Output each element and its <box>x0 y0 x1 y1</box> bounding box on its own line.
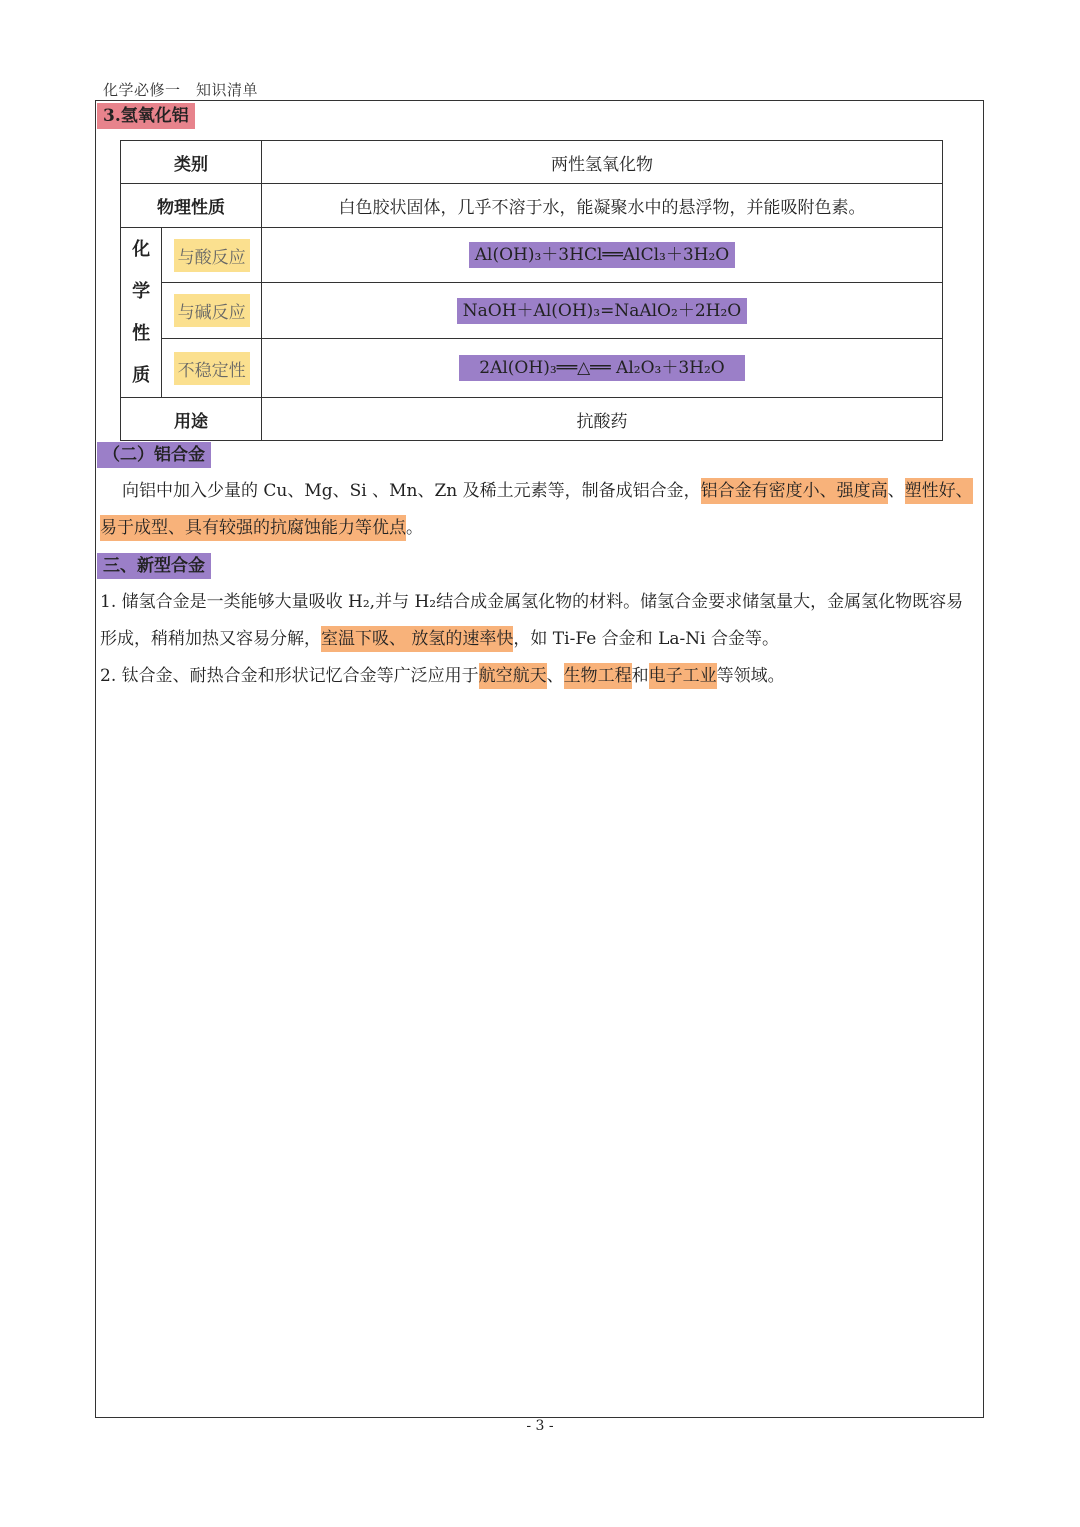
section-title-new-alloys: 三、新型合金 <box>97 553 211 579</box>
physical-label: 物理性质 <box>121 184 262 228</box>
base-reaction-cell <box>262 283 943 339</box>
chemical-properties-label <box>121 228 162 398</box>
table-row <box>121 228 943 283</box>
chem-char: 化 <box>132 238 151 260</box>
acid-reaction-label: 与酸反应 <box>162 228 262 283</box>
base-reaction-label: 与碱反应 <box>162 283 262 339</box>
base-reaction-formula: NaOH＋Al(OH)₃=NaAlO₂＋2H₂O <box>457 298 747 324</box>
table-row <box>121 141 943 184</box>
highlight-text: 室温下吸、 放氢的速率快 <box>321 626 513 652</box>
use-label: 用途 <box>121 398 262 441</box>
page-number: - 3 - <box>526 1418 554 1434</box>
chem-char: 学 <box>132 280 151 302</box>
table-row <box>121 184 943 228</box>
page-header: 化学必修一 知识清单 <box>103 81 259 99</box>
highlight-text: 生物工程 <box>564 663 632 689</box>
highlight-text: 电子工业 <box>649 663 717 689</box>
chem-char: 性 <box>132 322 151 344</box>
list-item: 1. 储氢合金是一类能够大量吸收 H₂,并与 H₂结合成金属氢化物的材料。储氢合金要求储氢量大，金属氢化物既容易形成，稍稍加热又容易分解，室温下吸、 放氢的速率快，如 Ti-Fe 合金和 La-Ni 合金等。 <box>100 584 980 658</box>
section-title-aluminum-hydroxide: 3.氢氧化铝 <box>97 103 195 129</box>
decomposition-cell <box>262 339 943 398</box>
new-alloys-paragraph <box>100 584 980 695</box>
chem-char: 质 <box>132 364 151 386</box>
table-row <box>121 339 943 398</box>
physical-value: 白色胶状固体，几乎不溶于水，能凝聚水中的悬浮物，并能吸附色素。 <box>262 184 943 228</box>
acid-reaction-cell <box>262 228 943 283</box>
use-value: 抗酸药 <box>262 398 943 441</box>
highlight-text: 铝合金有密度小、强度高 <box>701 478 888 504</box>
aluminum-alloy-paragraph: 向铝中加入少量的 Cu、Mg、Si 、Mn、Zn 及稀土元素等，制备成铝合金，铝合金有密度小、强度高、塑性好、易于成型、具有较强的抗腐蚀能力等优点。 <box>100 473 980 547</box>
category-value: 两性氢氧化物 <box>262 141 943 184</box>
properties-table <box>120 140 943 441</box>
table-row <box>121 398 943 441</box>
instability-label: 不稳定性 <box>162 339 262 398</box>
category-label: 类别 <box>121 141 262 184</box>
table-row <box>121 283 943 339</box>
decomposition-formula: 2Al(OH)₃══△══ Al₂O₃＋3H₂O <box>459 355 744 381</box>
list-item: 2. 钛合金、耐热合金和形状记忆合金等广泛应用于航空航天、生物工程和电子工业等领域。 <box>100 658 980 695</box>
section-title-aluminum-alloy: （二）铝合金 <box>97 442 211 468</box>
highlight-text: 航空航天 <box>479 663 547 689</box>
highlight-text: 塑性好、易于成型、具有较强的抗腐蚀能力等优点 <box>100 478 973 541</box>
acid-reaction-formula: Al(OH)₃＋3HCl══AlCl₃＋3H₂O <box>469 242 735 268</box>
